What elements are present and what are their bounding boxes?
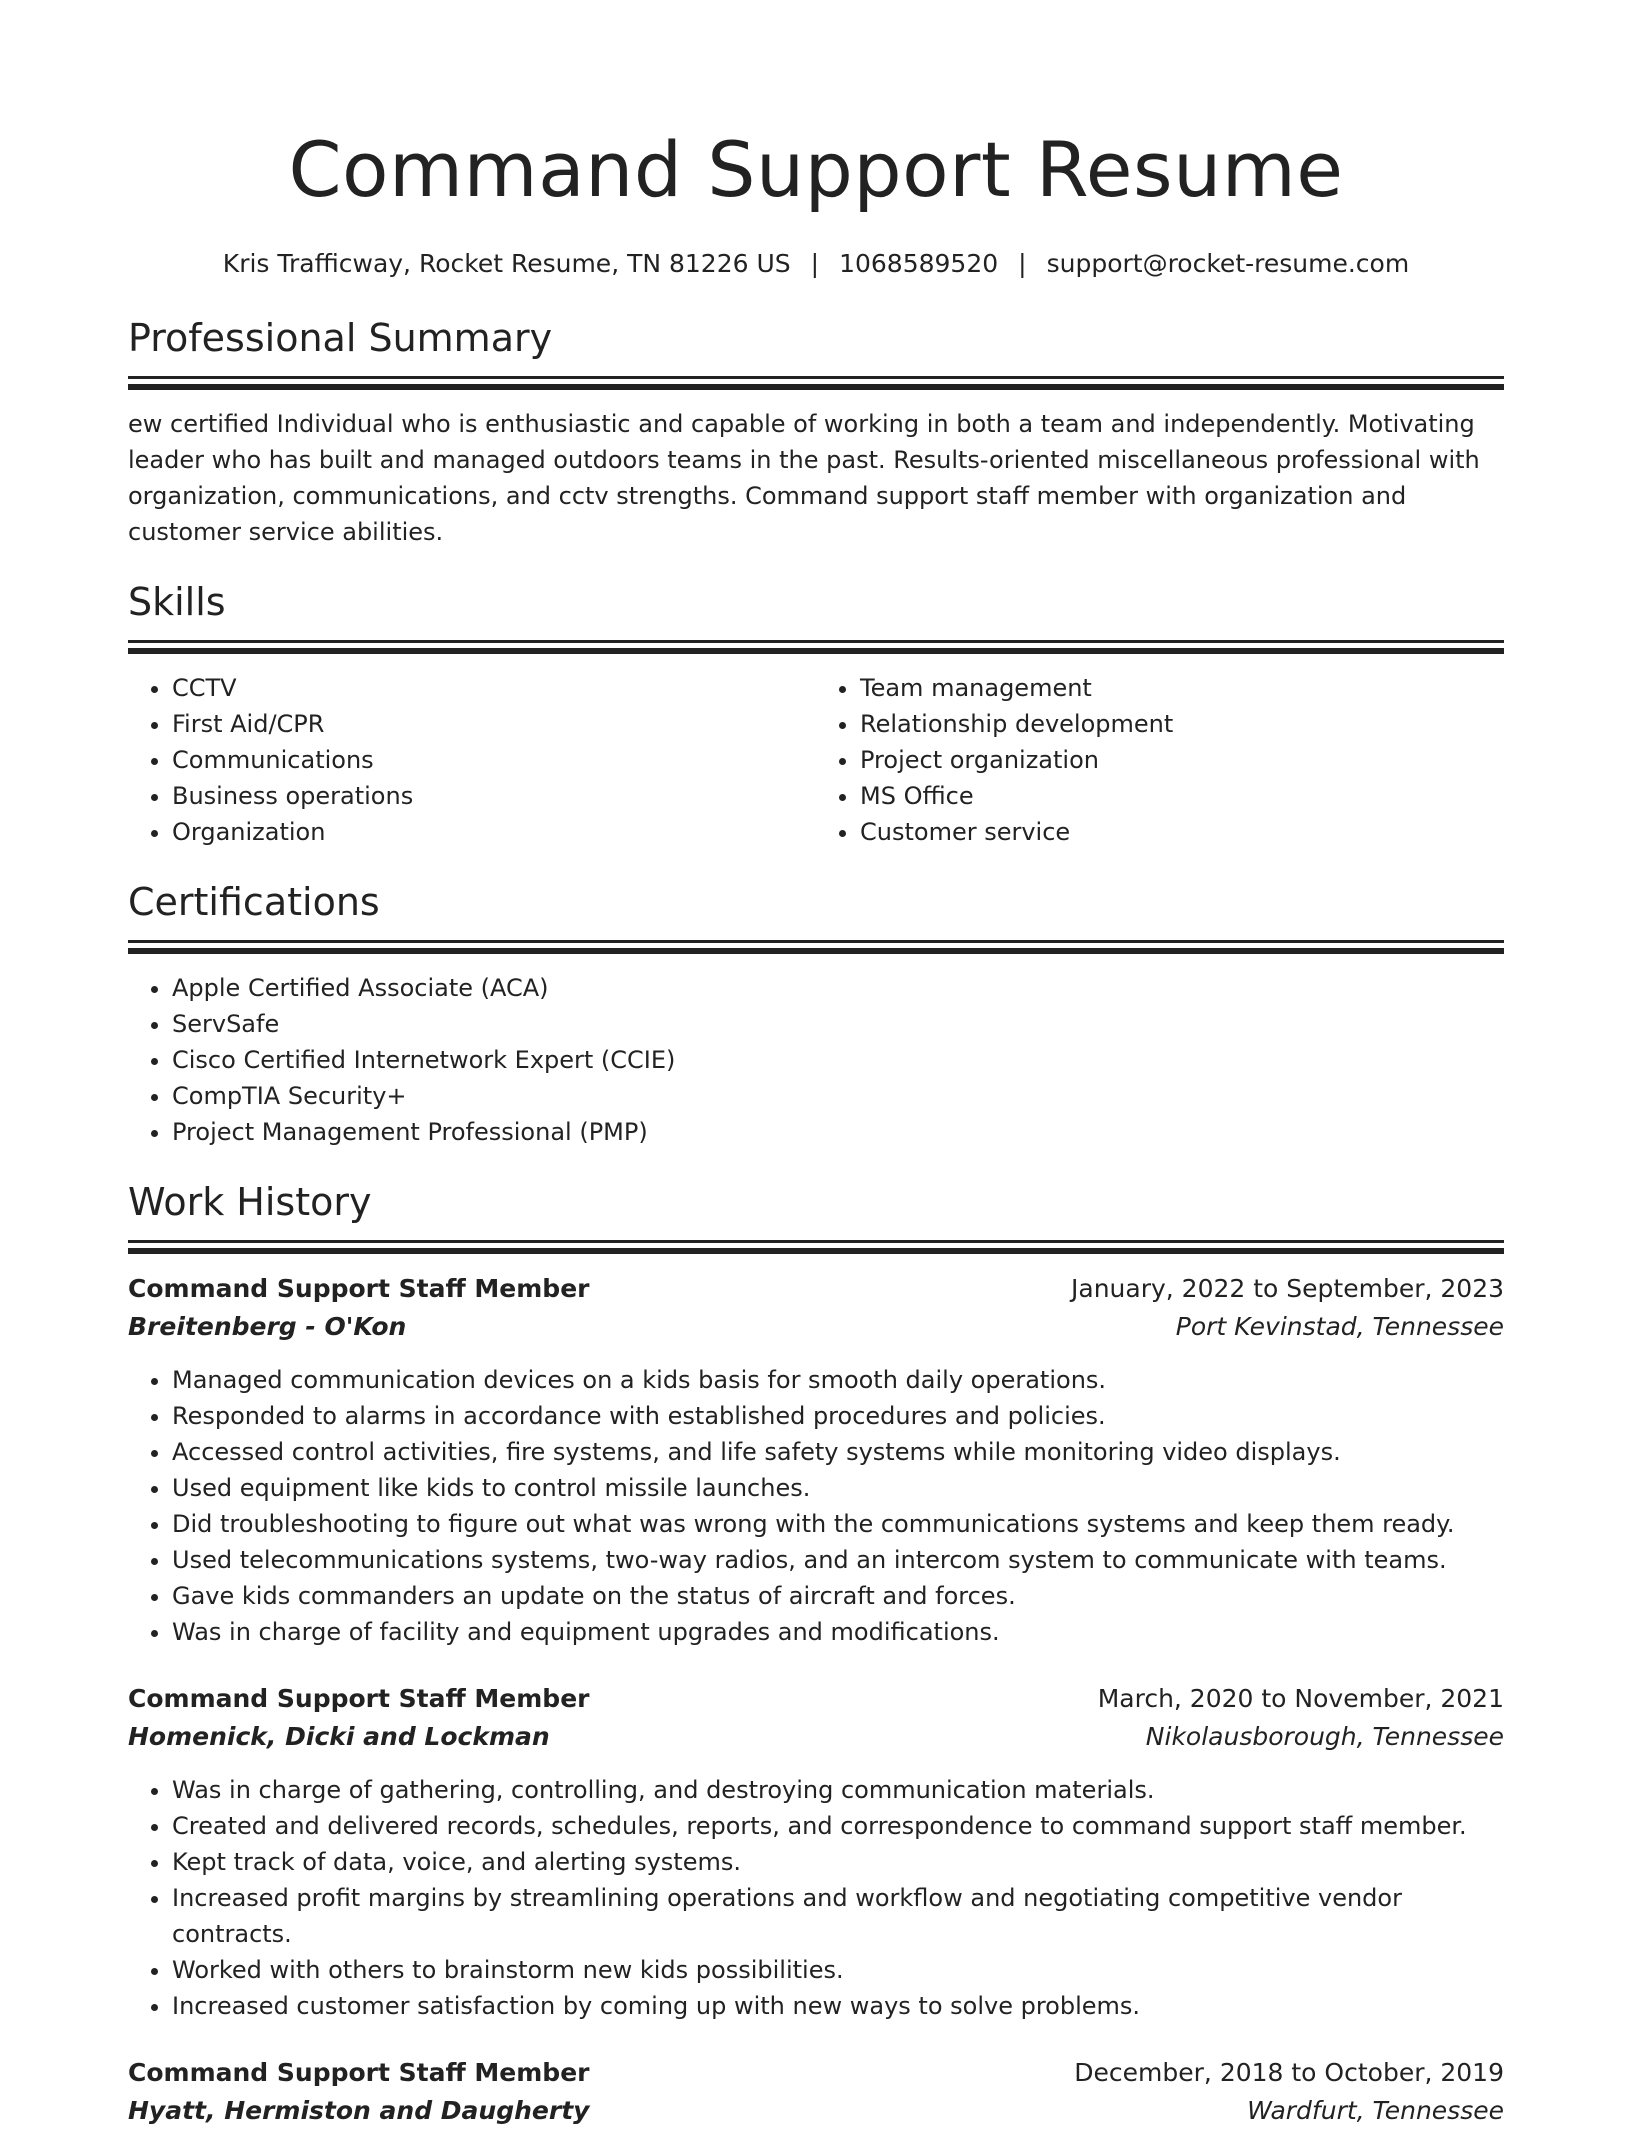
section-heading-work-history: Work History bbox=[128, 1180, 372, 1224]
job-dates: March, 2020 to November, 2021 bbox=[1097, 1684, 1504, 1713]
skill-item: • First Aid/CPR bbox=[172, 706, 816, 742]
summary-text: ew certified Individual who is enthusiastic and capable of working in both a team and independently. Motivating leader who has built and managed outdoors teams in the past. Results-oriented miscellaneous professional with organization, communications, and cctv strengths. Command support staff member with organization and customer service abilities. bbox=[128, 410, 1480, 546]
skills-column-right bbox=[816, 670, 1504, 850]
job-bullet: • Used equipment like kids to control missile launches. bbox=[172, 1470, 1504, 1506]
section-divider-thick bbox=[128, 948, 1504, 954]
job-company: Hyatt, Hermiston and Daugherty bbox=[128, 2096, 590, 2125]
contact-email[interactable]: support@rocket-resume.com bbox=[1046, 249, 1410, 278]
job-subheader bbox=[128, 2092, 1504, 2130]
section-divider bbox=[128, 376, 1504, 379]
job-bullet: • Kept track of data, voice, and alerting systems. bbox=[172, 1844, 1504, 1880]
certifications-section bbox=[128, 878, 1504, 1150]
skills-column-left bbox=[128, 670, 816, 850]
job-bullet: • Responded to alarms in accordance with established procedures and policies. bbox=[172, 1398, 1504, 1434]
contact-phone: 1068589520 bbox=[839, 249, 999, 278]
job-company: Homenick, Dicki and Lockman bbox=[128, 1722, 550, 1751]
skills-section bbox=[128, 578, 1504, 850]
section-heading-summary: Professional Summary bbox=[128, 316, 553, 360]
contact-line bbox=[128, 246, 1504, 282]
certifications-list bbox=[128, 970, 1504, 1150]
job-bullet: • Created and delivered records, schedules, reports, and correspondence to command support staff member. bbox=[172, 1808, 1504, 1844]
certification-item: • Apple Certified Associate (ACA) bbox=[172, 970, 1504, 1006]
job-bullet: • Gave kids commanders an update on the status of aircraft and forces. bbox=[172, 1578, 1504, 1614]
job-subheader bbox=[128, 1308, 1504, 1346]
job-dates: December, 2018 to October, 2019 bbox=[1074, 2058, 1504, 2087]
skill-item: • Organization bbox=[172, 814, 816, 850]
certification-item: • Cisco Certified Internetwork Expert (CCIE) bbox=[172, 1042, 1504, 1078]
section-heading-skills: Skills bbox=[128, 580, 226, 624]
job-location: Port Kevinstad, Tennessee bbox=[1175, 1312, 1504, 1341]
job-bullet: • Managed communication devices on a kids basis for smooth daily operations. bbox=[172, 1362, 1504, 1398]
job-bullet: • Used telecommunications systems, two-way radios, and an intercom system to communicate with teams. bbox=[172, 1542, 1504, 1578]
certification-item: • CompTIA Security+ bbox=[172, 1078, 1504, 1114]
contact-address: Kris Trafficway, Rocket Resume, TN 81226 US bbox=[222, 249, 791, 278]
section-divider-thick bbox=[128, 648, 1504, 654]
job-subheader bbox=[128, 1718, 1504, 1756]
skill-item: • Relationship development bbox=[860, 706, 1504, 742]
job-title: Command Support Staff Member bbox=[128, 1274, 590, 1303]
job-entry bbox=[128, 1680, 1504, 2024]
job-bullet: • Accessed control activities, fire systems, and life safety systems while monitoring video displays. bbox=[172, 1434, 1504, 1470]
summary-section bbox=[128, 314, 1504, 550]
job-dates: January, 2022 to September, 2023 bbox=[1071, 1274, 1504, 1303]
skill-item: • Project organization bbox=[860, 742, 1504, 778]
job-company: Breitenberg - O'Kon bbox=[128, 1312, 407, 1341]
job-bullet: • Was in charge of gathering, controlling, and destroying communication materials. bbox=[172, 1772, 1504, 1808]
section-divider bbox=[128, 1240, 1504, 1243]
job-bullet: • Increased profit margins by streamlining operations and workflow and negotiating competitive vendor contracts. bbox=[172, 1880, 1504, 1952]
section-divider bbox=[128, 940, 1504, 943]
certification-item: • ServSafe bbox=[172, 1006, 1504, 1042]
job-location: Nikolausborough, Tennessee bbox=[1145, 1722, 1504, 1751]
skills-list bbox=[128, 670, 1504, 850]
job-bullet-list bbox=[128, 1362, 1504, 1650]
contact-separator: | bbox=[1018, 249, 1027, 278]
job-bullet: • Did troubleshooting to figure out what was wrong with the communications systems and keep them ready. bbox=[172, 1506, 1504, 1542]
job-header bbox=[128, 1270, 1504, 1308]
job-header bbox=[128, 2054, 1504, 2092]
skill-item: • Team management bbox=[860, 670, 1504, 706]
work-history-section bbox=[128, 1178, 1504, 2130]
contact-separator: | bbox=[810, 249, 820, 278]
skill-item: • MS Office bbox=[860, 778, 1504, 814]
resume-title: Command Support Resume bbox=[288, 125, 1344, 214]
section-divider-thick bbox=[128, 384, 1504, 390]
job-title: Command Support Staff Member bbox=[128, 1684, 590, 1713]
skill-item: • Customer service bbox=[860, 814, 1504, 850]
skill-item: • CCTV bbox=[172, 670, 816, 706]
job-bullet: • Worked with others to brainstorm new kids possibilities. bbox=[172, 1952, 1504, 1988]
section-divider-thick bbox=[128, 1248, 1504, 1254]
section-heading-certifications: Certifications bbox=[128, 880, 380, 924]
job-entry bbox=[128, 2054, 1504, 2130]
skill-item: • Communications bbox=[172, 742, 816, 778]
section-divider bbox=[128, 640, 1504, 643]
job-bullet-list bbox=[128, 1772, 1504, 2024]
job-entry bbox=[128, 1270, 1504, 1650]
job-bullet: • Increased customer satisfaction by coming up with new ways to solve problems. bbox=[172, 1988, 1504, 2024]
job-header bbox=[128, 1680, 1504, 1718]
job-location: Wardfurt, Tennessee bbox=[1247, 2096, 1504, 2125]
certification-item: • Project Management Professional (PMP) bbox=[172, 1114, 1504, 1150]
job-title: Command Support Staff Member bbox=[128, 2058, 590, 2087]
skill-item: • Business operations bbox=[172, 778, 816, 814]
job-bullet: • Was in charge of facility and equipment upgrades and modifications. bbox=[172, 1614, 1504, 1650]
